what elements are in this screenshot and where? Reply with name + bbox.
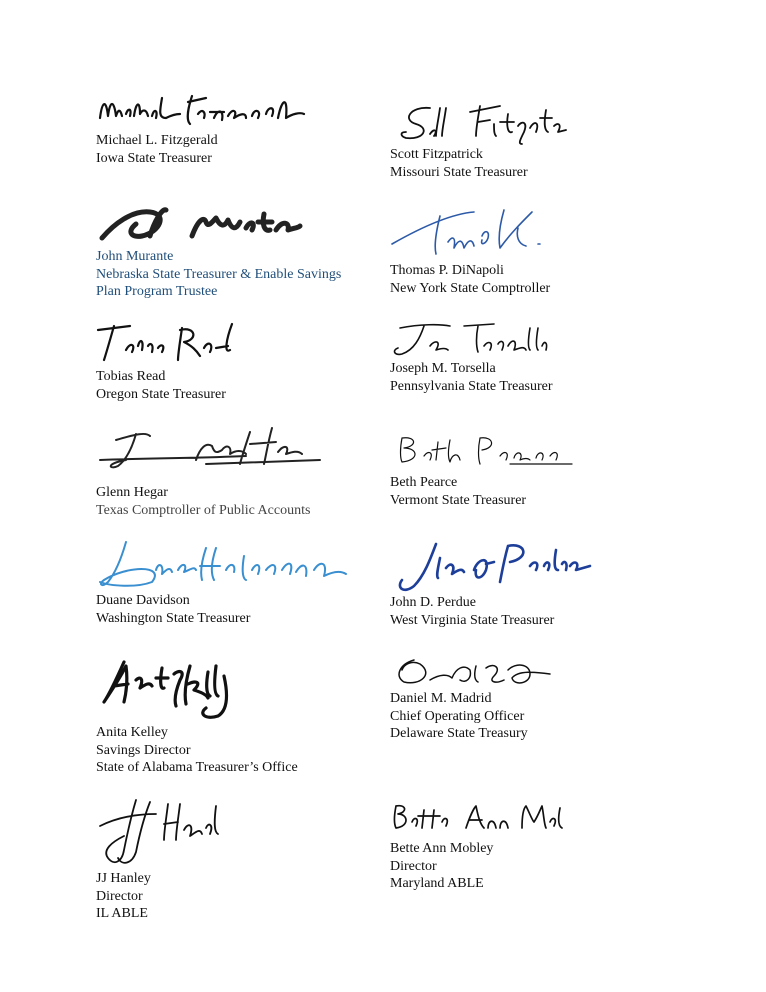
signatory-name: Michael L. Fitzgerald [96,133,218,148]
signature-image-hegar [96,420,326,484]
signatory-title: Vermont State Treasurer [390,492,527,508]
signatory-name: JJ Hanley [96,871,151,886]
signatory-text-fitzgerald [96,132,316,167]
signatory-name: Thomas P. DiNapoli [390,263,504,278]
signatory-name: Daniel M. Madrid [390,691,492,706]
signature-block-kelley [96,650,298,777]
signatory-title-line-2: State of Alabama Treasurer’s Office [96,760,298,775]
signatory-text-davidson [96,592,356,627]
signature-image-fitzgerald [96,88,316,132]
signature-block-torsella [390,318,553,395]
signature-block-madrid [390,654,560,743]
signature-block-fitzpatrick [390,100,570,181]
signatory-text-torsella [390,360,553,395]
signatory-title: Washington State Treasurer [96,610,251,626]
signatory-title: Director [390,858,437,874]
signatory-title: Iowa State Treasurer [96,150,212,166]
signatory-text-kelley [96,724,298,777]
signatory-name: Duane Davidson [96,593,190,608]
signatory-title-line-2: IL ABLE [96,906,148,921]
signature-image-read [96,320,246,368]
signatory-text-madrid [390,690,560,743]
signatory-title: New York State Comptroller [390,280,551,296]
signatory-name: Beth Pearce [390,475,458,490]
signatory-title-line-2: Delaware State Treasury [390,726,528,741]
signatory-name: Bette Ann Mobley [390,841,494,856]
signatory-name: Scott Fitzpatrick [390,147,483,162]
signatory-name: John D. Perdue [390,595,476,610]
signatory-title: West Virginia State Treasurer [390,612,555,628]
signature-block-pearce [390,430,580,509]
signature-block-murante [96,200,341,301]
signatory-title: Missouri State Treasurer [390,164,528,180]
signatory-text-mobley [390,840,570,893]
signature-image-davidson [96,536,356,592]
signature-block-read [96,320,246,403]
signature-image-dinapoli [390,204,560,262]
signature-image-kelley [96,650,298,724]
signatory-name: Glenn Hegar [96,485,168,500]
signature-image-hanley [96,796,228,870]
signatory-title-line-2: Plan Program Trustee [96,284,218,299]
signatory-text-fitzpatrick [390,146,570,181]
signatory-name: Joseph M. Torsella [390,361,496,376]
signatory-title: Savings Director [96,742,191,758]
signatory-text-pearce [390,474,580,509]
signatory-text-perdue [390,594,600,629]
signatory-text-murante [96,248,341,301]
signature-block-hegar [96,420,326,519]
signature-block-mobley [390,800,570,893]
signatory-text-hanley [96,870,228,923]
signature-image-torsella [390,318,553,360]
signature-block-davidson [96,536,356,627]
signature-image-fitzpatrick [390,100,570,146]
signatory-name: John Murante [96,249,174,264]
signatory-text-hegar [96,484,326,519]
signatory-title-line-2: Maryland ABLE [390,876,484,891]
signatory-title: Chief Operating Officer [390,708,525,724]
signatory-text-read [96,368,246,403]
signatory-text-dinapoli [390,262,560,297]
signature-block-dinapoli [390,204,560,297]
signatory-title: Texas Comptroller of Public Accounts [96,502,311,518]
signature-image-murante [96,200,341,248]
signature-image-mobley [390,800,570,840]
signatory-title: Oregon State Treasurer [96,386,226,402]
signature-image-pearce [390,430,580,474]
signature-block-fitzgerald [96,88,316,167]
signature-image-perdue [390,540,600,594]
signatory-title: Nebraska State Treasurer & Enable Savings [96,266,342,282]
signatory-name: Anita Kelley [96,725,168,740]
signatory-name: Tobias Read [96,369,166,384]
signature-block-perdue [390,540,600,629]
signatory-title: Pennsylvania State Treasurer [390,378,553,394]
signature-image-madrid [390,654,560,690]
signature-block-hanley [96,796,228,923]
signatory-title: Director [96,888,143,904]
